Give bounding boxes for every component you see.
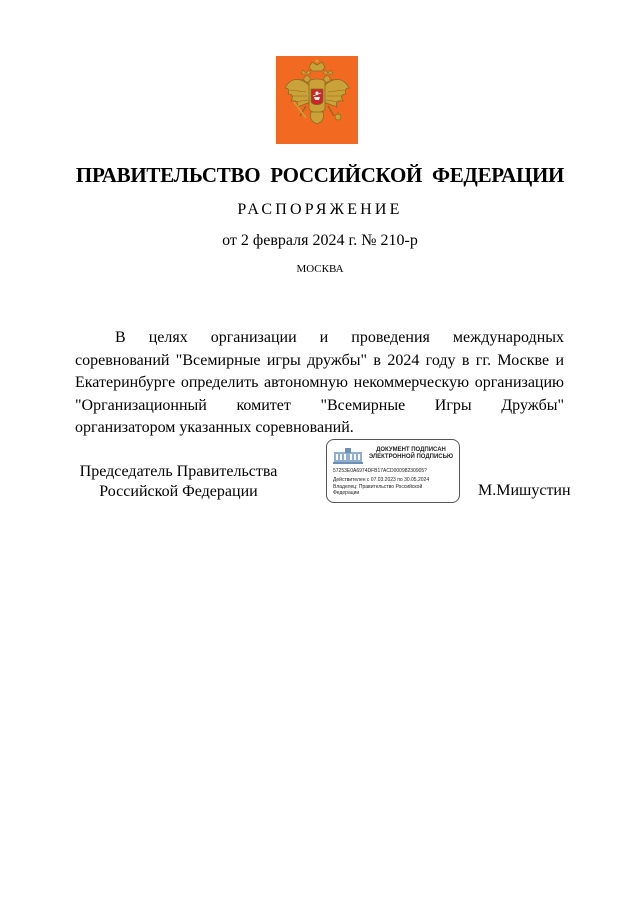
government-title: ПРАВИТЕЛЬСТВО РОССИЙСКОЙ ФЕДЕРАЦИИ [75, 163, 565, 187]
signer-title-line1: Председатель Правительства [79, 463, 278, 480]
document-date-number: от 2 февраля 2024 г. № 210-р [222, 232, 418, 249]
stamp-owner-line2: Федерации [333, 490, 360, 496]
signer-name: М.Мишустин [478, 482, 571, 499]
stamp-validity: Действителен с 07.03.2023 по 30.05.2024 [333, 477, 430, 483]
electronic-signature-stamp [326, 439, 460, 503]
government-building-icon [333, 447, 363, 464]
stamp-heading-line1: ДОКУМЕНТ ПОДПИСАН [376, 447, 446, 453]
russian-coat-of-arms-icon [276, 56, 358, 144]
signer-title [66, 462, 291, 502]
stamp-owner-line1: Владелец: Правительство Российской [333, 484, 423, 490]
document-type: РАСПОРЯЖЕНИЕ [237, 201, 403, 218]
signer-title-line2: Российской Федерации [99, 483, 258, 500]
stamp-heading-line2: ЭЛЕКТРОННОЙ ПОДПИСЬЮ [368, 454, 454, 460]
coat-of-arms-emblem [276, 56, 358, 144]
document-city: МОСКВА [296, 263, 344, 275]
stamp-heading [365, 447, 457, 461]
stamp-certificate: 57253E0A6974DFB17ACD00098230905? [333, 468, 427, 474]
order-paragraph: В целях организации и проведения международных соревнований "Всемирные игры дружбы" в 2024 году в гг. Москве и Екатеринбурге определить автономную некоммерческую организацию "Организационный комитет "Всемирные Игры Дружбы" организатором указанных соревнований. [75, 329, 564, 436]
